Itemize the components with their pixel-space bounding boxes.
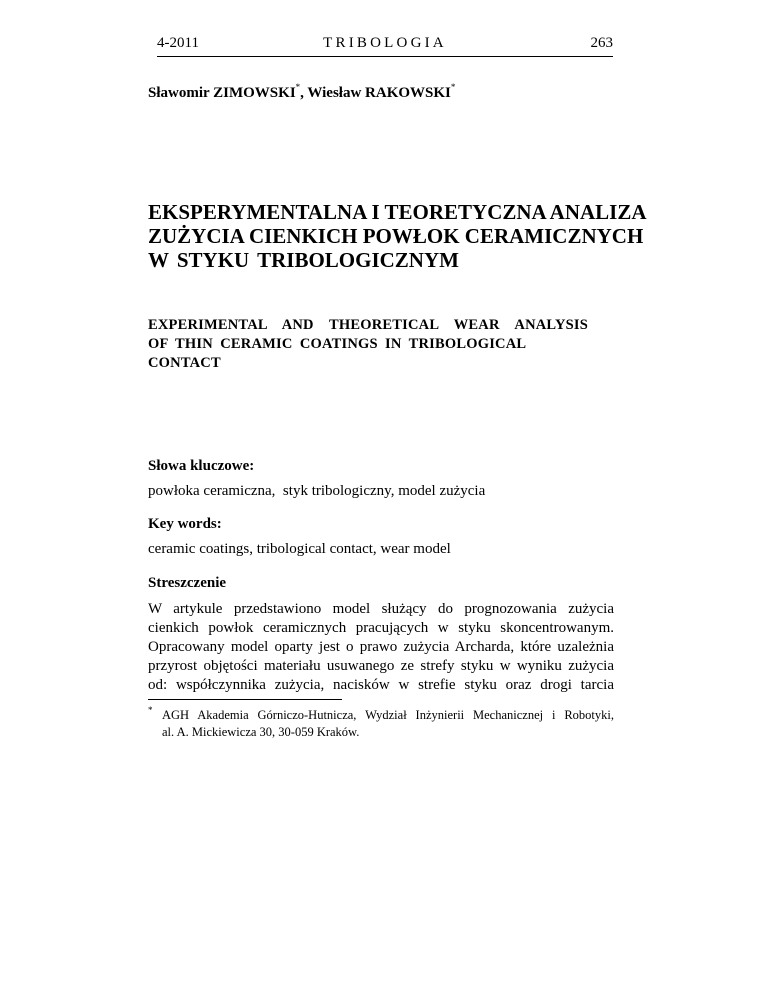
footnote-line: al. A. Mickiewicza 30, 30-059 Kraków. — [162, 725, 360, 739]
header-journal-name: TRIBOLOGIA — [323, 35, 447, 51]
running-header — [157, 34, 613, 57]
abstract-line: cienkich powłok ceramicznych pracujących w styku skoncentrowanym. — [148, 620, 614, 636]
author-affiliation-mark: * — [295, 82, 301, 92]
title-polish-line: W STYKU TRIBOLOGICZNYM — [148, 248, 459, 272]
abstract-body — [148, 600, 614, 695]
header-issue: 4-2011 — [157, 35, 199, 51]
abstract-heading: Streszczenie — [148, 575, 227, 591]
title-polish-line: ZUŻYCIA CIENKICH POWŁOK CERAMICZNYCH — [148, 224, 644, 248]
abstract-line: od: współczynnika zużycia, nacisków w strefie styku oraz drogi tarcia — [148, 677, 614, 693]
footnote-separator — [148, 699, 342, 700]
keywords-english-heading: Key words: — [148, 516, 222, 532]
keywords-polish-text: powłoka ceramiczna, styk tribologiczny, model zużycia — [148, 483, 486, 499]
title-english-line: CONTACT — [148, 355, 221, 371]
abstract-line: Opracowany model oparty jest o prawo zużycia Archarda, które uzależnia — [148, 639, 614, 655]
footnote-line: AGH Akademia Górniczo-Hutnicza, Wydział Inżynierii Mechanicznej i Robotyki, — [162, 708, 614, 722]
author-list: Sławomir ZIMOWSKI*, Wiesław RAKOWSKI* — [148, 82, 456, 101]
keywords-english-text: ceramic coatings, tribological contact, wear model — [148, 541, 451, 557]
title-english-line: EXPERIMENTAL AND THEORETICAL WEAR ANALYSIS — [148, 317, 588, 333]
keywords-polish-heading: Słowa kluczowe: — [148, 458, 255, 474]
title-polish-line: EKSPERYMENTALNA I TEORETYCZNA ANALIZA — [148, 200, 647, 224]
title-english — [148, 316, 588, 373]
affiliation-footnote — [148, 707, 614, 741]
abstract-line: przyrost objętości materiału usuwanego ze strefy styku w wyniku zużycia — [148, 658, 614, 674]
author-affiliation-mark: * — [450, 82, 456, 92]
author-name: Sławomir ZIMOWSKI — [148, 85, 296, 101]
footnote-mark: * — [148, 705, 153, 715]
author-name: Wiesław RAKOWSKI — [307, 85, 451, 101]
title-polish — [148, 200, 647, 272]
abstract-line: W artykule przedstawiono model służący do prognozowania zużycia — [148, 601, 614, 617]
title-english-line: OF THIN CERAMIC COATINGS IN TRIBOLOGICAL — [148, 336, 527, 352]
header-page-number: 263 — [590, 35, 613, 51]
